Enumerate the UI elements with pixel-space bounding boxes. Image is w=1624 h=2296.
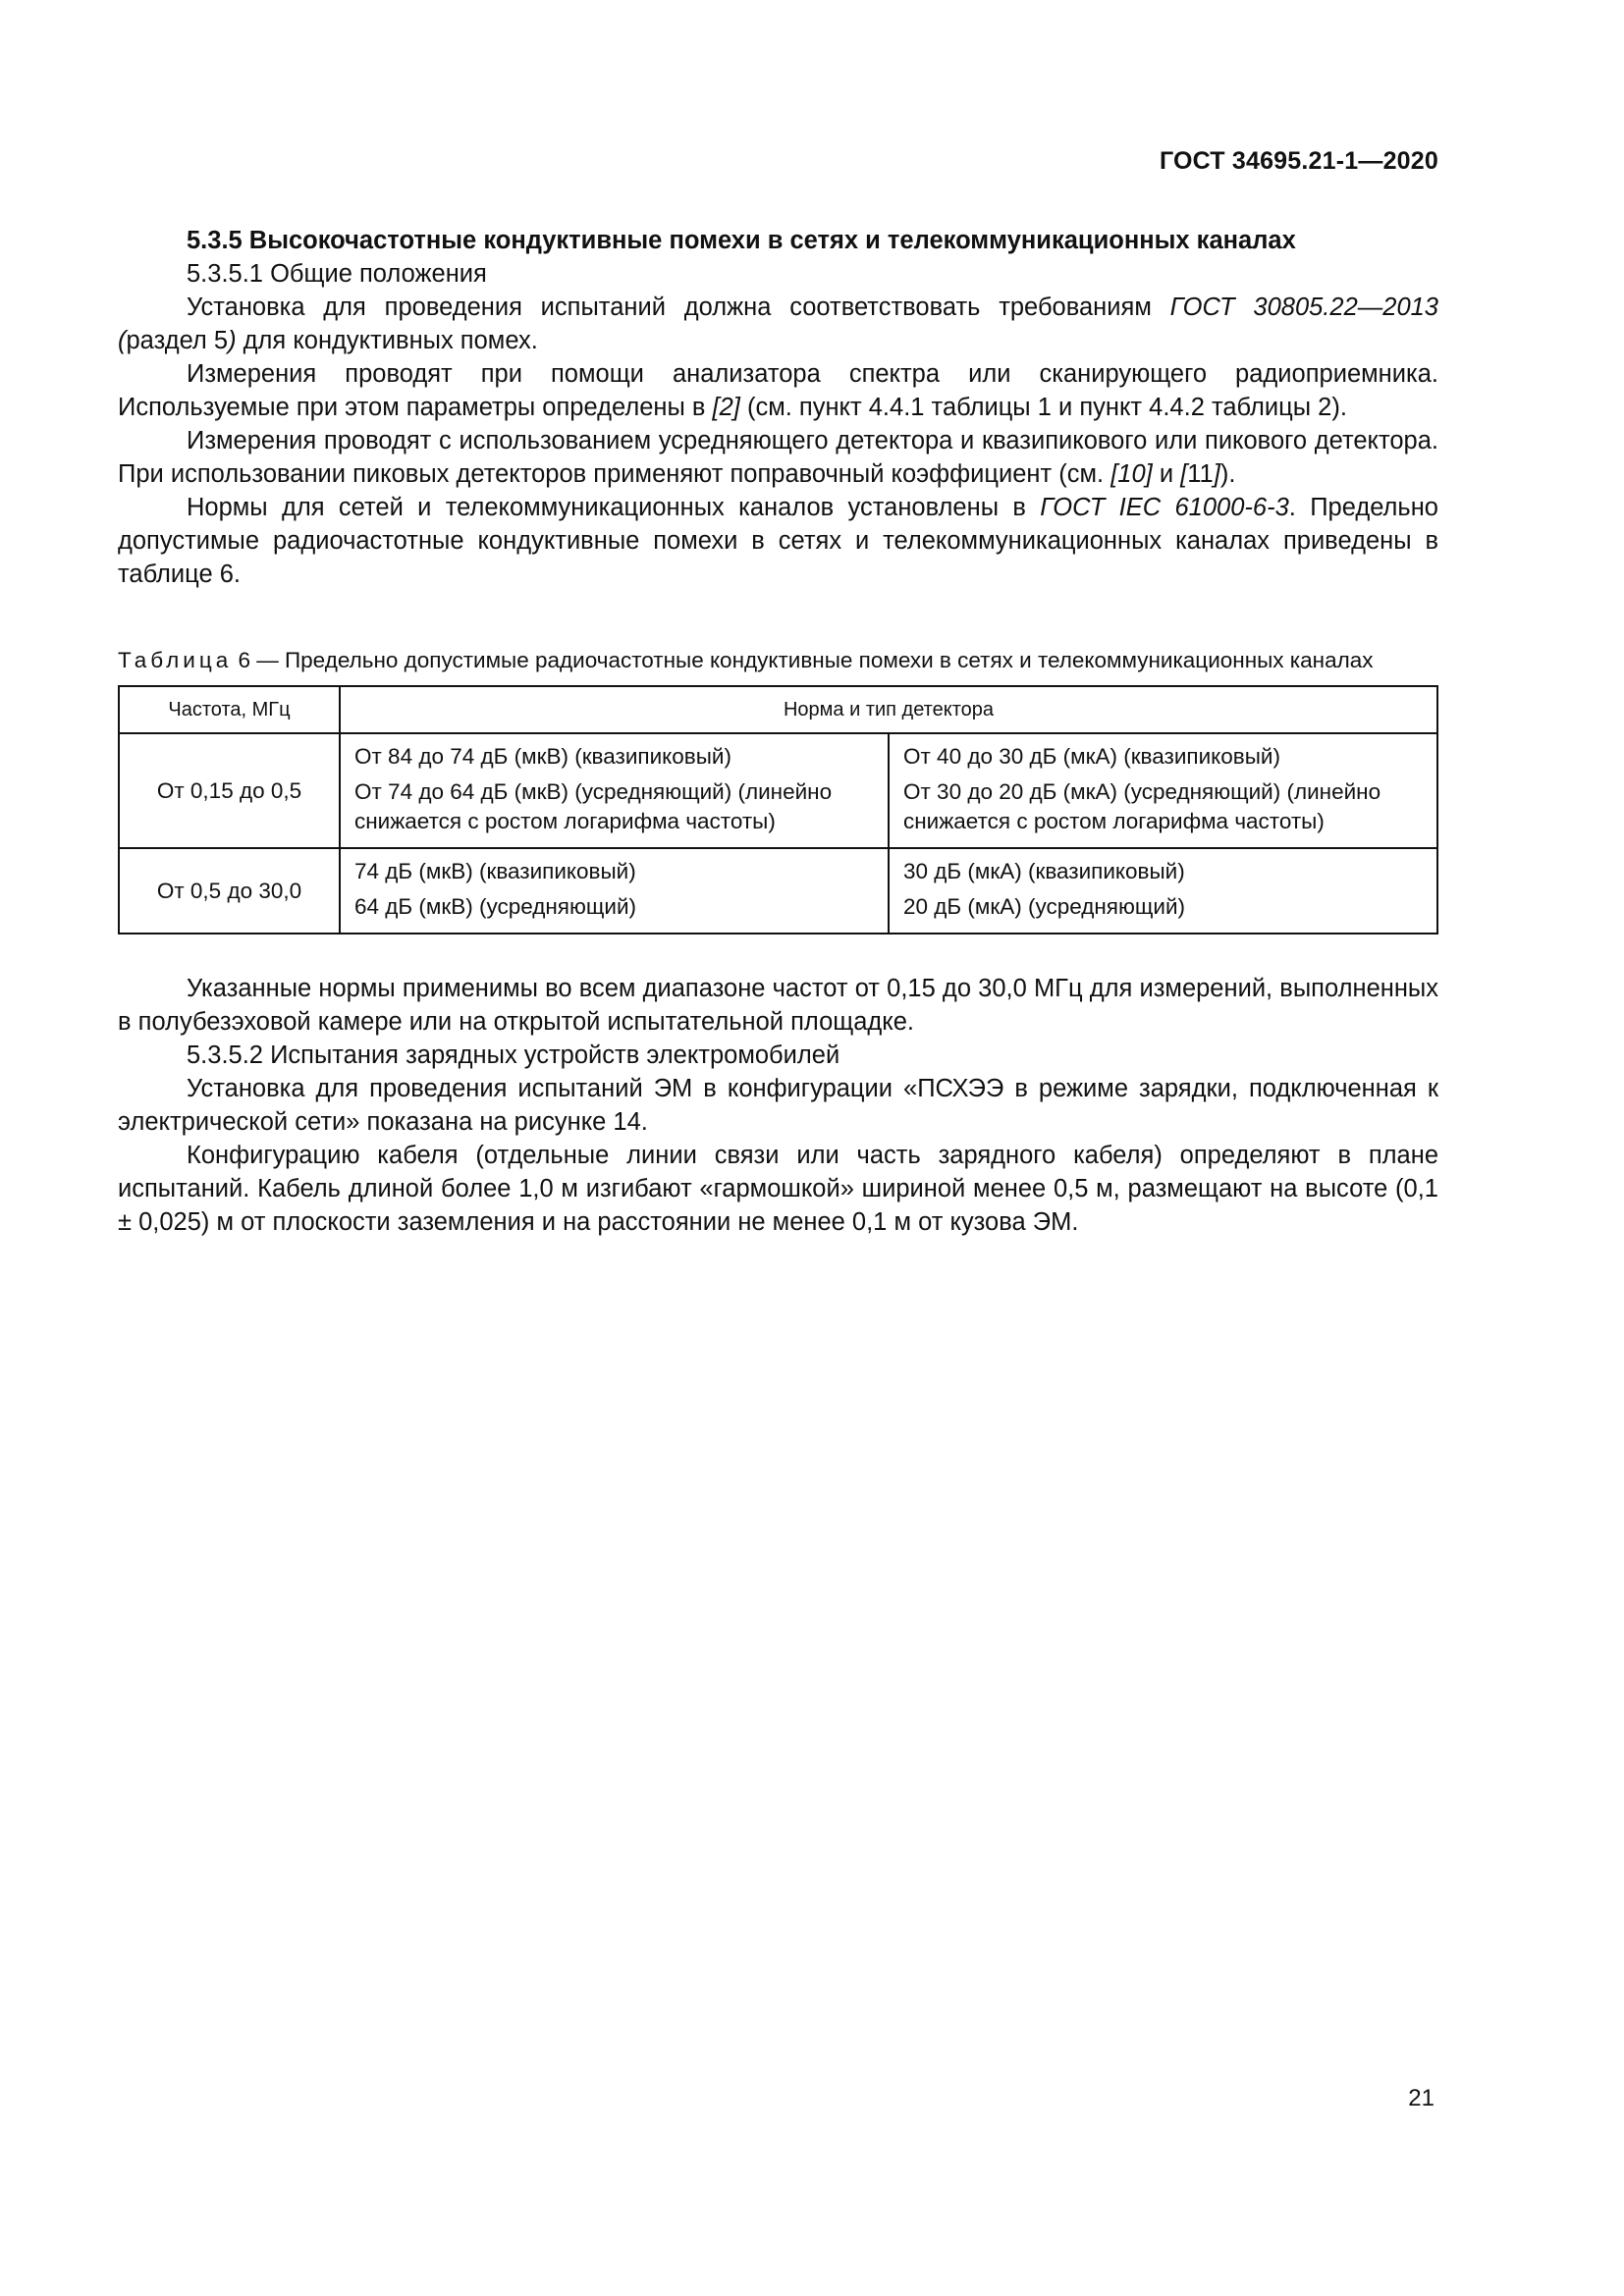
document-code-header: ГОСТ 34695.21-1—2020 — [1159, 147, 1438, 175]
ref-2: [2] — [712, 394, 740, 421]
paragraph-setup: Установка для проведения испытаний должна соответствовать требованиям ГОСТ 30805.22—2013 (раздел 5) для кондуктивных помех. — [118, 294, 1438, 354]
subsection-title-chargers: 5.3.5.2 Испытания зарядных устройств электромобилей — [187, 1041, 840, 1069]
subsection-title-general: 5.3.5.1 Общие положения — [187, 260, 487, 288]
paragraph-measurements: Измерения проводят при помощи анализатора спектра или сканирующего радиоприемника. Используемые при этом параметры определены в [2] (см. пункт 4.4.1 таблицы 1 и пункт 4.4.2 таблицы 2). — [118, 360, 1438, 421]
header-norm: Норма и тип детектора — [340, 686, 1437, 733]
ref-gost-30805: ГОСТ 30805.22—2013 ( — [118, 294, 1438, 354]
table-row — [119, 848, 1437, 934]
cell-frequency: От 0,15 до 0,5 — [119, 733, 340, 848]
paragraph-detectors: Измерения проводят с использованием усредняющего детектора и квазипикового или пикового детектора. При использовании пиковых детекторов применяют поправочный коэффициент (см. [10] и [11]). — [118, 427, 1438, 488]
ref-11: 11 — [1187, 460, 1214, 488]
paragraph-cable-config: Конфигурацию кабеля (отдельные линии связи или часть зарядного кабеля) определяют в плане испытаний. Кабель длиной более 1,0 м изгибают «гармошкой» шириной менее 0,5 м, размещают на высоте (0,1 ± 0,025) м от плоскости заземления и на расстоянии не менее 0,1 м от кузова ЭМ. — [118, 1142, 1438, 1236]
table-header-row — [119, 686, 1437, 733]
paragraph-norms: Нормы для сетей и телекоммуникационных каналов установлены в ГОСТ IEC 61000-6-3. Предельно допустимые радиочастотные кондуктивные помехи в сетях и телекоммуникационных каналах приведены в таблице 6. — [118, 494, 1438, 588]
ref-gost-iec: ГОСТ IEC 61000-6-3 — [1040, 494, 1289, 521]
cell-current-norm: От 40 до 30 дБ (мкА) (квазипиковый) От 30 до 20 дБ (мкА) (усредняющий) (линейно снижается с ростом логарифма частоты) — [889, 733, 1437, 848]
table-caption: Таблица 6 — Предельно допустимые радиочастотные кондуктивные помехи в сетях и телекоммуникационных каналах — [118, 648, 1374, 672]
limits-table — [118, 685, 1438, 934]
cell-voltage-norm: 74 дБ (мкВ) (квазипиковый) 64 дБ (мкВ) (усредняющий) — [340, 848, 889, 934]
section-title: 5.3.5 Высокочастотные кондуктивные помехи в сетях и телекоммуникационных каналах — [187, 227, 1296, 254]
ref-10: [10] — [1110, 460, 1153, 488]
page-body — [118, 224, 1438, 1239]
cell-voltage-norm: От 84 до 74 дБ (мкВ) (квазипиковый) От 74 до 64 дБ (мкВ) (усредняющий) (линейно снижается с ростом логарифма частоты) — [340, 733, 889, 848]
cell-current-norm: 30 дБ (мкА) (квазипиковый) 20 дБ (мкА) (усредняющий) — [889, 848, 1437, 934]
table-row — [119, 733, 1437, 848]
header-frequency: Частота, МГц — [119, 686, 340, 733]
paragraph-applicability: Указанные нормы применимы во всем диапазоне частот от 0,15 до 30,0 МГц для измерений, выполненных в полубезэховой камере или на открытой испытательной площадке. — [118, 975, 1438, 1036]
paragraph-charging-setup: Установка для проведения испытаний ЭМ в конфигурации «ПСХЭЭ в режиме зарядки, подключенная к электрической сети» показана на рисунке 14. — [118, 1075, 1438, 1136]
cell-frequency: От 0,5 до 30,0 — [119, 848, 340, 934]
page-number: 21 — [1408, 2085, 1435, 2111]
